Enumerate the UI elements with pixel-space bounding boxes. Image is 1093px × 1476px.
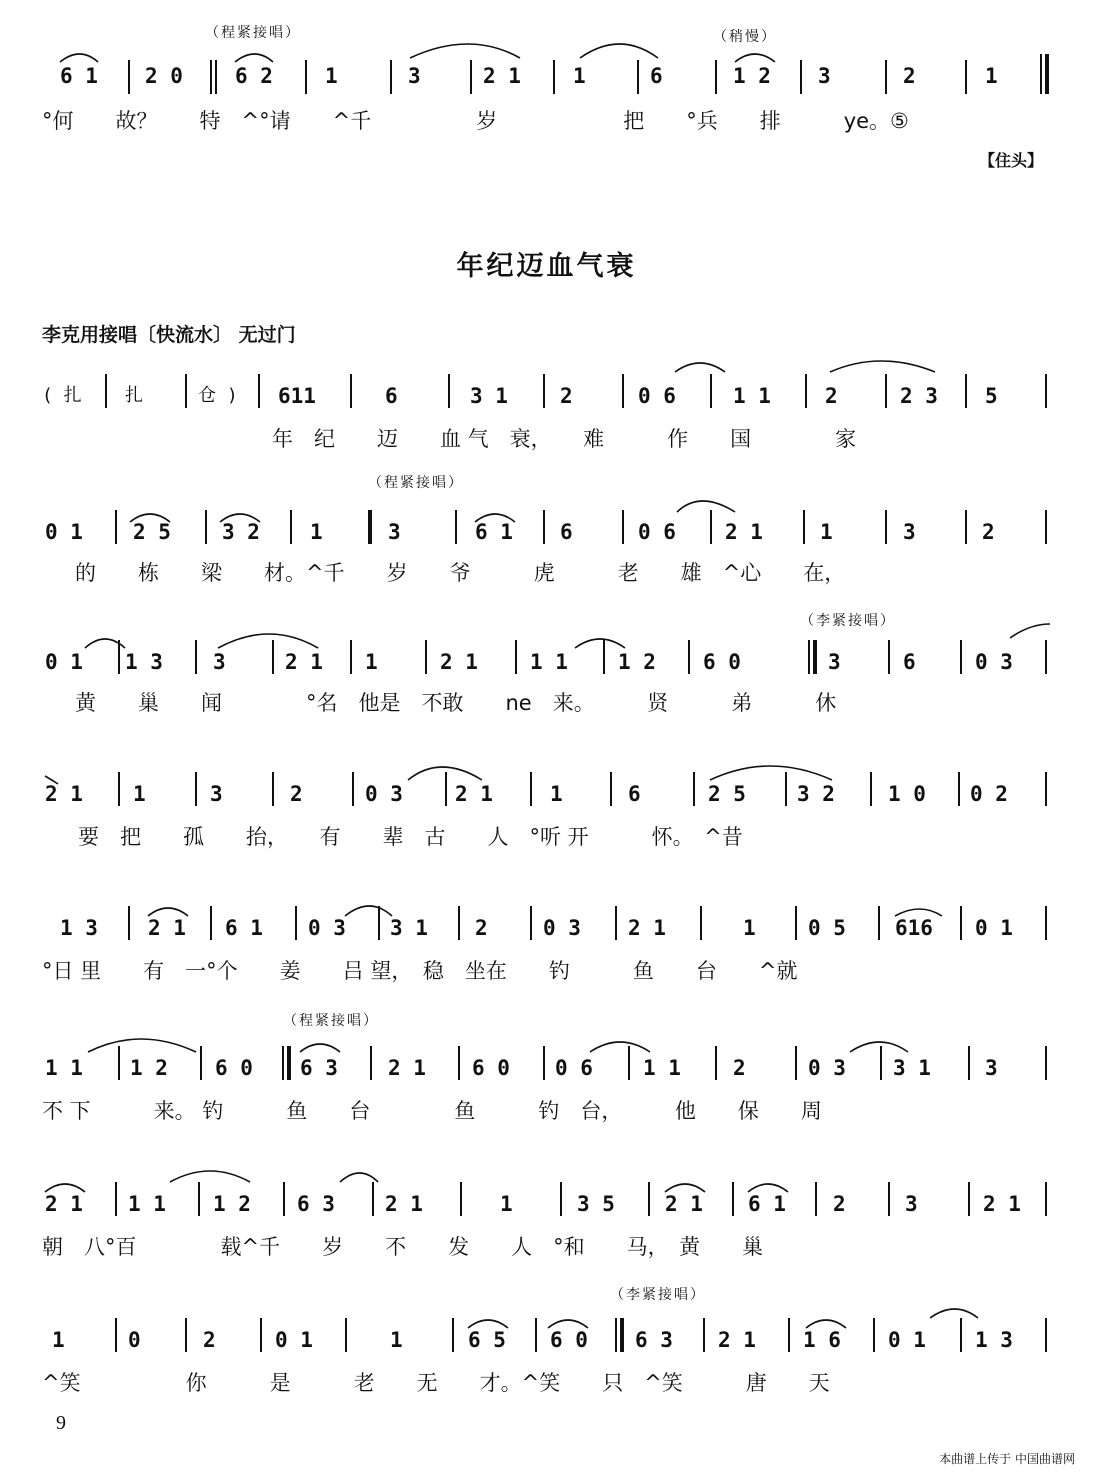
measure-notes: 6 3 xyxy=(635,1328,673,1352)
barline xyxy=(965,510,967,544)
measure-notes: 6 xyxy=(385,384,398,408)
measure-notes: 6 0 xyxy=(215,1056,253,1080)
barline xyxy=(615,906,617,940)
section-barline xyxy=(368,510,372,544)
barline xyxy=(700,906,702,940)
measure-notes: 6 xyxy=(650,64,663,88)
measure-notes: 3 xyxy=(213,650,226,674)
measure-notes: 1 2 xyxy=(733,64,771,88)
barline xyxy=(345,1318,347,1352)
barline xyxy=(458,906,460,940)
measure-notes: 1 xyxy=(52,1328,65,1352)
barline xyxy=(543,510,545,544)
barline xyxy=(615,1318,617,1352)
measure-notes: 3 xyxy=(903,520,916,544)
barline xyxy=(885,510,887,544)
measure-notes: 6 5 xyxy=(468,1328,506,1352)
measure-notes: 0 5 xyxy=(808,916,846,940)
measure-notes: 0 xyxy=(128,1328,141,1352)
measure-notes: 1 3 xyxy=(60,916,98,940)
measure-notes: 0 1 xyxy=(275,1328,313,1352)
barline xyxy=(283,1182,285,1216)
measure-notes: 3 xyxy=(210,782,223,806)
barline xyxy=(960,906,962,940)
measure-notes: 3 xyxy=(905,1192,918,1216)
measure-notes: 0 3 xyxy=(543,916,581,940)
barline xyxy=(965,374,967,408)
measure-notes: 1 xyxy=(500,1192,513,1216)
barline xyxy=(715,1046,717,1080)
cue-label: （程紧接唱） xyxy=(205,25,301,41)
barline xyxy=(688,640,690,674)
measure-notes: 3 xyxy=(828,650,841,674)
barline xyxy=(873,1318,875,1352)
section-barline xyxy=(813,640,817,674)
section-header: 李克用接唱〔快流水〕 无过门 xyxy=(42,324,296,346)
cue-label: （程紧接唱） xyxy=(368,475,464,491)
measure-notes: 2 xyxy=(903,64,916,88)
measure-notes: 1 3 xyxy=(975,1328,1013,1352)
barline xyxy=(530,906,532,940)
barline xyxy=(543,1046,545,1080)
measure-notes: 1 xyxy=(743,916,756,940)
barline xyxy=(1045,1182,1047,1216)
measure-notes: 0 1 xyxy=(975,916,1013,940)
barline xyxy=(282,1046,284,1080)
measure-notes: 6 3 xyxy=(297,1192,335,1216)
barline xyxy=(128,60,130,94)
barline xyxy=(785,772,787,806)
barline xyxy=(710,374,712,408)
barline xyxy=(458,1046,460,1080)
barline xyxy=(258,374,260,408)
barline xyxy=(1045,1318,1047,1352)
measure-notes: 1 xyxy=(390,1328,403,1352)
measure-notes: 6 xyxy=(903,650,916,674)
measure-notes: 616 xyxy=(895,916,933,940)
measure-notes: 0 6 xyxy=(638,384,676,408)
barline xyxy=(452,1318,454,1352)
measure-notes: 1 0 xyxy=(888,782,926,806)
lyrics-line: ^笑 你 是 老 无 才。^笑 只 ^笑 唐 天 xyxy=(42,1371,830,1395)
measure-notes: 2 xyxy=(560,384,573,408)
barline xyxy=(305,60,307,94)
cue-label: （李紧接唱） xyxy=(610,1287,706,1303)
measure-notes: 1 1 xyxy=(45,1056,83,1080)
barline xyxy=(118,1046,120,1080)
barline xyxy=(115,1318,117,1352)
measure-notes: 2 1 xyxy=(385,1192,423,1216)
barline xyxy=(425,640,427,674)
lyrics-line: 朝 八°百 载^千 岁 不 发 人 °和 马， 黄 巢 xyxy=(42,1235,764,1259)
measure-notes: 6 3 xyxy=(300,1056,338,1080)
barline xyxy=(185,374,187,408)
measure-notes: 2 0 xyxy=(145,64,183,88)
measure-notes: 0 3 xyxy=(808,1056,846,1080)
measure-notes: 2 1 xyxy=(665,1192,703,1216)
cue-label: （程紧接唱） xyxy=(283,1013,379,1029)
barline xyxy=(378,906,380,940)
measure-notes: 0 1 xyxy=(45,520,83,544)
barline xyxy=(815,1182,817,1216)
barline xyxy=(1045,374,1047,408)
barline xyxy=(515,640,517,674)
barline xyxy=(888,640,890,674)
measure-notes: 2 1 xyxy=(983,1192,1021,1216)
barline xyxy=(710,510,712,544)
measure-notes: 2 5 xyxy=(708,782,746,806)
page-number: 9 xyxy=(56,1412,66,1434)
barline xyxy=(1045,772,1047,806)
barline xyxy=(530,772,532,806)
measure-notes: 6 xyxy=(560,520,573,544)
barline xyxy=(272,640,274,674)
barline xyxy=(215,60,217,94)
barline xyxy=(805,374,807,408)
barline xyxy=(1045,510,1047,544)
barline xyxy=(185,1318,187,1352)
barline xyxy=(560,1182,562,1216)
barline xyxy=(803,510,805,544)
measure-notes: 3 xyxy=(408,64,421,88)
measure-notes: 2 xyxy=(475,916,488,940)
measure-notes: 3 2 xyxy=(222,520,260,544)
barline xyxy=(885,374,887,408)
barline xyxy=(445,772,447,806)
cue-label: （李紧接唱） xyxy=(800,613,896,629)
measure-notes: 2 1 xyxy=(628,916,666,940)
measure-notes: 1 xyxy=(365,650,378,674)
barline xyxy=(960,640,962,674)
barline xyxy=(260,1318,262,1352)
barline xyxy=(448,374,450,408)
measure-notes: 0 3 xyxy=(308,916,346,940)
barline xyxy=(210,906,212,940)
barline xyxy=(1045,1046,1047,1080)
barline xyxy=(272,772,274,806)
barline xyxy=(628,1046,630,1080)
measure-notes: 1 6 xyxy=(803,1328,841,1352)
barline xyxy=(455,510,457,544)
measure-notes: 0 2 xyxy=(970,782,1008,806)
barline xyxy=(800,60,802,94)
measure-notes: 3 1 xyxy=(470,384,508,408)
barline xyxy=(878,906,880,940)
barline xyxy=(118,772,120,806)
measure-notes: 0 1 xyxy=(45,650,83,674)
barline xyxy=(372,1182,374,1216)
measure-notes: 1 1 xyxy=(643,1056,681,1080)
lyrics-line: 的 栋 梁 材。^千 岁 爷 虎 老 雄 ^心 在， xyxy=(75,561,846,585)
barline xyxy=(637,60,639,94)
barline xyxy=(968,1182,970,1216)
measure-notes: 6 0 xyxy=(472,1056,510,1080)
section-barline xyxy=(287,1046,291,1080)
measure-notes: 0 6 xyxy=(555,1056,593,1080)
barline xyxy=(390,60,392,94)
barline xyxy=(648,1182,650,1216)
measure-notes: 1 1 xyxy=(733,384,771,408)
barline xyxy=(470,60,472,94)
measure-notes: 6 1 xyxy=(60,64,98,88)
measure-notes: 2 1 xyxy=(45,1192,83,1216)
percussion-marker: 【住头】 xyxy=(978,151,1043,170)
barline xyxy=(115,510,117,544)
lyrics-line: 年 纪 迈 血 气 衰， 难 作 国 家 xyxy=(272,427,857,451)
measure-notes: 6 1 xyxy=(225,916,263,940)
barline xyxy=(128,906,130,940)
measure-notes: 2 xyxy=(733,1056,746,1080)
measure-notes: 2 3 xyxy=(900,384,938,408)
barline xyxy=(732,1182,734,1216)
measure-notes: 2 1 xyxy=(45,782,83,806)
measure-notes: 3 xyxy=(388,520,401,544)
barline xyxy=(968,1046,970,1080)
barline xyxy=(553,60,555,94)
measure-notes: 2 xyxy=(825,384,838,408)
percussion-notation: 扎 xyxy=(125,385,143,406)
barline xyxy=(205,510,207,544)
measure-notes: 611 xyxy=(278,384,316,408)
measure-notes: 1 xyxy=(985,64,998,88)
barline xyxy=(195,772,197,806)
measure-notes: 1 xyxy=(133,782,146,806)
barline xyxy=(808,640,810,674)
barline xyxy=(290,510,292,544)
lyrics-line: °何 故？ 特 ^°请 ^千 岁 把 °兵 排 ye。⑤ xyxy=(42,109,909,133)
barline xyxy=(535,1318,537,1352)
measure-notes: 3 1 xyxy=(390,916,428,940)
barline xyxy=(295,906,297,940)
measure-notes: 2 xyxy=(982,520,995,544)
measure-notes: 2 1 xyxy=(718,1328,756,1352)
measure-notes: 6 2 xyxy=(235,64,273,88)
lyrics-line: 要 把 孤 抬， 有 辈 古 人 °听 开 怀。 ^昔 xyxy=(78,825,743,849)
cue-label: （稍慢） xyxy=(713,29,777,45)
measure-notes: 2 1 xyxy=(148,916,186,940)
barline xyxy=(350,640,352,674)
barline xyxy=(118,640,120,674)
barline xyxy=(603,640,605,674)
measure-notes: 1 2 xyxy=(130,1056,168,1080)
measure-notes: 1 xyxy=(325,64,338,88)
final-barline xyxy=(1045,54,1049,94)
song-title: 年纪迈血气衰 xyxy=(456,251,637,282)
barline xyxy=(960,1318,962,1352)
barline xyxy=(965,60,967,94)
measure-notes: 6 0 xyxy=(703,650,741,674)
barline xyxy=(795,1046,797,1080)
measure-notes: 1 xyxy=(820,520,833,544)
section-barline xyxy=(620,1318,624,1352)
barline xyxy=(198,1182,200,1216)
barline xyxy=(350,374,352,408)
barline xyxy=(888,1182,890,1216)
barline xyxy=(885,60,887,94)
measure-notes: 0 1 xyxy=(888,1328,926,1352)
barline xyxy=(703,1318,705,1352)
measure-notes: 3 2 xyxy=(797,782,835,806)
lyrics-line: 不 下 来。 钓 鱼 台 鱼 钓 台， 他 保 周 xyxy=(42,1099,822,1123)
measure-notes: 6 1 xyxy=(748,1192,786,1216)
measure-notes: 6 1 xyxy=(475,520,513,544)
measure-notes: 2 1 xyxy=(285,650,323,674)
barline xyxy=(370,1046,372,1080)
barline xyxy=(622,374,624,408)
barline xyxy=(115,1182,117,1216)
measure-notes: 2 1 xyxy=(483,64,521,88)
measure-notes: 2 1 xyxy=(440,650,478,674)
measure-notes: 1 xyxy=(573,64,586,88)
barline xyxy=(795,906,797,940)
measure-notes: 2 1 xyxy=(725,520,763,544)
barline xyxy=(1045,906,1047,940)
measure-notes: 1 2 xyxy=(618,650,656,674)
measure-notes: 1 3 xyxy=(125,650,163,674)
lyrics-line: °日 里 有 一°个 姜 吕 望， 稳 坐在 钓 鱼 台 ^就 xyxy=(42,959,798,983)
barline xyxy=(1040,54,1042,94)
measure-notes: 2 1 xyxy=(388,1056,426,1080)
barline xyxy=(880,1046,882,1080)
measure-notes: 0 6 xyxy=(638,520,676,544)
measure-notes: 2 1 xyxy=(455,782,493,806)
barline xyxy=(715,60,717,94)
measure-notes: 2 5 xyxy=(133,520,171,544)
barline xyxy=(788,1318,790,1352)
measure-notes: 2 xyxy=(203,1328,216,1352)
measure-notes: 3 1 xyxy=(893,1056,931,1080)
lyrics-line: 黄 巢 闻 °名 他是 不敢 ne 来。 贤 弟 休 xyxy=(75,691,837,715)
barline xyxy=(460,1182,462,1216)
measure-notes: 5 xyxy=(985,384,998,408)
measure-notes: 3 5 xyxy=(577,1192,615,1216)
barline xyxy=(543,374,545,408)
measure-notes: 1 xyxy=(310,520,323,544)
measure-notes: 2 xyxy=(833,1192,846,1216)
measure-notes: 6 xyxy=(628,782,641,806)
measure-notes: 6 0 xyxy=(550,1328,588,1352)
barline xyxy=(200,1046,202,1080)
measure-notes: 1 1 xyxy=(128,1192,166,1216)
barline xyxy=(958,772,960,806)
barline xyxy=(610,772,612,806)
barline xyxy=(352,772,354,806)
percussion-notation: 仓 ) xyxy=(198,385,238,406)
percussion-notation: ( 扎 xyxy=(42,385,82,406)
measure-notes: 1 1 xyxy=(530,650,568,674)
barline xyxy=(195,640,197,674)
measure-notes: 3 xyxy=(818,64,831,88)
measure-notes: 3 xyxy=(985,1056,998,1080)
measure-notes: 1 2 xyxy=(213,1192,251,1216)
measure-notes: 0 3 xyxy=(365,782,403,806)
barline xyxy=(1045,640,1047,674)
barline xyxy=(870,772,872,806)
site-footer[interactable]: 本曲谱上传于 中国曲谱网 xyxy=(939,1452,1075,1466)
barline xyxy=(622,510,624,544)
measure-notes: 2 xyxy=(290,782,303,806)
measure-notes: 0 3 xyxy=(975,650,1013,674)
measure-notes: 1 xyxy=(550,782,563,806)
barline xyxy=(210,60,212,94)
barline xyxy=(105,374,107,408)
barline xyxy=(693,772,695,806)
